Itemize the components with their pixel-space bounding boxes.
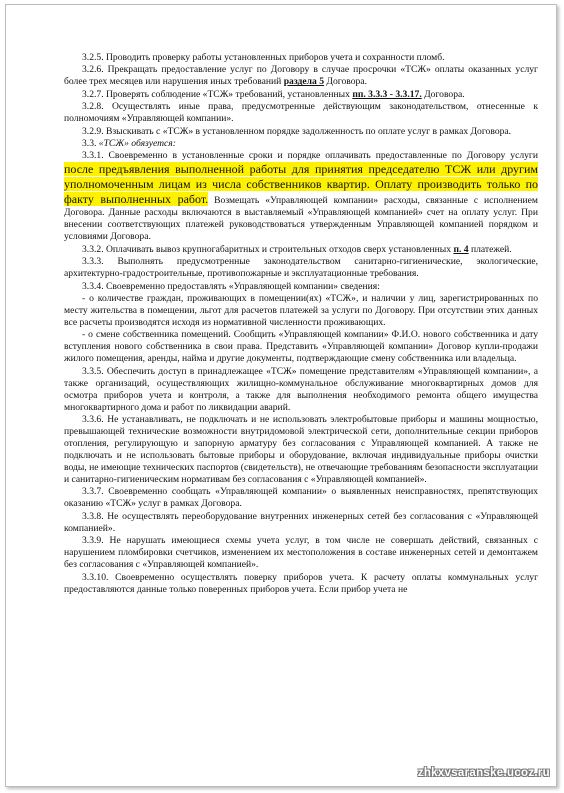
- clause-3-3-2-end: платежей.: [468, 243, 512, 255]
- clause-3-3-10: 3.3.10. Своевременно осуществлять поверку приборов учета. К расчету оплаты коммунальных услуг предоставляются данные только поверенных приборов учета. Если прибор учета не: [64, 571, 538, 595]
- site-watermark: zhkxvsaranske.ucoz.ru: [417, 767, 550, 779]
- section-3-3-heading: [64, 138, 538, 150]
- highlighted-amendment: после предъявления выполненной работы для принятия председателю ТСЖ или другим уполномоченным лицам из числа собственников квартир. Оплату производить только по факту выполненных работ.: [64, 162, 538, 207]
- clause-3-2-6: [64, 64, 538, 88]
- clause-3-2-7-end: Договора.: [421, 88, 465, 100]
- clause-3-3-4: 3.3.4. Своевременно предоставлять «Управляющей компании» сведения:: [82, 280, 380, 292]
- clause-3-3-3: 3.3.3. Выполнять предусмотренные законодательством санитарно-гигиенические, экологические, архитектурно-градостроительные, противопожарные и эксплуатационные требования.: [64, 256, 538, 280]
- clause-3-3-8: 3.3.8. Не осуществлять переоборудование внутренних инженерных сетей без согласования с «Управляющей компанией».: [64, 510, 538, 534]
- clause-3-2-8: 3.2.8. Осуществлять иные права, предусмотренные действующим законодательством, отнесенные к полномочиям «Управляющей компании».: [64, 101, 538, 125]
- clause-3-3-6: 3.3.6. Не устанавливать, не подключать и не использовать электробытовые приборы и машины мощностью, превышающей технические возможности внутридомовой электрической сети, дополнительные секции приборов отопления, регулирующую и запорную арматуру без согласования с Управляющей компанией. А также не подключать и не использовать бытовые приборы и оборудование, включая индивидуальные приборы очистки воды, не имеющие технических паспортов (свидетельств), не отвечающие требованиям безопасности эксплуатации и санитарно-гигиеническим нормативам без согласования с «Управляющей компанией».: [64, 414, 538, 486]
- clause-3-3-4-owner-change: - о смене собственника помещений. Сообщить «Управляющей компании» Ф.И.О. нового собственника и дату вступления нового собственника в свои права. Представить «Управляющей компании» Договор купли-продажи жилого помещения, аренды, найма и другие документы, подтверждающие смену собственника или владельца.: [64, 329, 538, 365]
- document-body: [64, 52, 538, 596]
- clause-3-2-9: 3.2.9. Взыскивать с «ТСЖ» в установленном порядке задолженность по оплате услуг в рамках Договора.: [82, 125, 512, 137]
- section-5-reference: раздела 5: [283, 76, 325, 88]
- clause-3-2-6-text: 3.2.6. Прекращать предоставление услуг по Договору в случае просрочки «ТСЖ» оплаты оказанных услуг более трех месяцев или нарушения иных требований: [64, 64, 538, 88]
- document-page: [5, 4, 557, 787]
- clause-3-3-2-text: 3.3.2. Оплачивать вывоз крупногабаритных и строительных отходов сверх установленных: [82, 243, 454, 255]
- clause-3-3-1-text: 3.3.1. Своевременно в установленные сроки и порядке оплачивать предоставленные по Договору услуги: [82, 150, 538, 162]
- clause-3-3-4-residents: - о количестве граждан, проживающих в помещении(ях) «ТСЖ», и наличии у лиц, зарегистрированных по месту жительства в помещении, льгот для расчетов платежей за услуги по Договору. При отсутствии этих данных все расчеты производятся исходя из нормативной численности проживающих.: [64, 292, 538, 328]
- clause-3-2-5: 3.2.5. Проводить проверку работы установленных приборов учета и сохранности пломб.: [82, 52, 445, 63]
- clause-3-3-9: 3.3.9. Не нарушать имеющиеся схемы учета услуг, в том числе не совершать действий, связанных с нарушением пломбировки счетчиков, изменением их местоположения в составе инженерных сетей и демонтажем без согласования с «Управляющей компанией».: [64, 535, 538, 571]
- clause-3-3-5: 3.3.5. Обеспечить доступ в принадлежащее «ТСЖ» помещение представителям «Управляющей компании», а также организаций, осуществляющих жилищно-коммунальное обслуживание многоквартирных домов для осмотра приборов учета и контроля, а также для выполнения необходимого ремонта общего имущества многоквартирного дома и работ по ликвидации аварий.: [64, 365, 538, 413]
- section-3-3-number: 3.3.: [82, 137, 99, 149]
- clause-3-3-2: [64, 244, 538, 256]
- clause-3-3-1-continuation: Возмещать «Управляющей компании» расходы, связанные с исполнением Договора. Данные расходы включаются в выставляемый «Управляющей компанией» счет на оплату услуг. При внесении соответствующих платежей руководствоваться утвержденным Управляющей компанией порядком и условиями Договора.: [64, 195, 539, 243]
- section-3-3-title: «ТСЖ» обязуется:: [98, 137, 176, 149]
- clause-3-2-7: [64, 89, 538, 101]
- clause-3-2-7-text: 3.2.7. Проверять соблюдение «ТСЖ» требований, установленных: [82, 88, 353, 100]
- clause-3-3-7: 3.3.7. Своевременно сообщать «Управляющей компании» о выявленных неисправностях, препятствующих оказанию «ТСЖ» услуг в рамках Договора.: [64, 486, 538, 510]
- clauses-3-3-3-reference: пп. 3.3.3 - 3.3.17.: [352, 88, 422, 100]
- clause-3-3-1: [64, 150, 538, 243]
- clause-3-2-6-end: Договора.: [324, 76, 367, 88]
- item-4-reference: п. 4: [453, 243, 469, 255]
